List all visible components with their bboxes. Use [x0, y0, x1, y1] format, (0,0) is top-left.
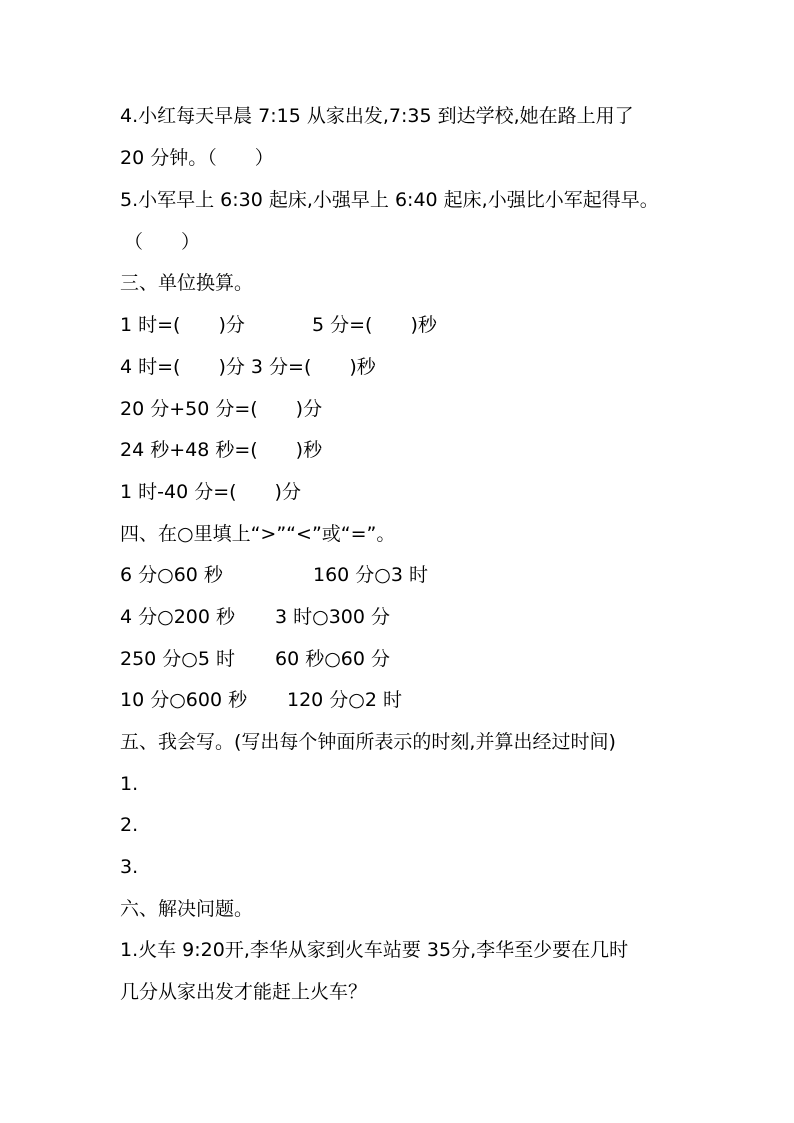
clock-item-3: 3.: [120, 856, 139, 878]
compare-item: 160 分○3 时: [313, 564, 429, 586]
question-4-line-2: 20 分钟。（ ）: [120, 147, 274, 169]
conversion-item: 5 分=( )秒: [312, 314, 437, 336]
conversion-item: 1 时=( )分: [120, 314, 245, 336]
compare-item: 6 分○60 秒: [120, 564, 223, 586]
compare-item: 3 时○300 分: [275, 606, 391, 628]
unit-conversion-row-5: 1 时-40 分=( )分: [120, 481, 301, 503]
compare-row-3: [120, 644, 720, 674]
problem-1-line-2: 几分从家出发才能赶上火车？: [120, 981, 368, 1003]
question-5-line-1: 5.小军早上 6:30 起床,小强早上 6:40 起床,小强比小军起得早。: [120, 189, 659, 211]
problem-1-line-1: 1.火车 9:20开,李华从家到火车站要 35分,李华至少要在几时: [120, 939, 629, 961]
section-6-heading: 六、解决问题。: [120, 898, 254, 920]
compare-item: 250 分○5 时: [120, 648, 236, 670]
compare-row-2: [120, 602, 720, 632]
section-3-heading: 三、单位换算。: [120, 272, 254, 294]
compare-row-4: [120, 685, 720, 715]
compare-row-1: [120, 560, 720, 590]
clock-item-1: 1.: [120, 773, 139, 795]
question-4-line-1: 4.小红每天早晨 7:15 从家出发,7:35 到达学校,她在路上用了: [120, 105, 634, 127]
section-4-heading: 四、在○里填上“>”“<”或“=”。: [120, 523, 396, 545]
compare-item: 120 分○2 时: [287, 689, 403, 711]
unit-conversion-row-4: 24 秒+48 秒=( )秒: [120, 439, 323, 461]
compare-item: 10 分○600 秒: [120, 689, 248, 711]
unit-conversion-row-3: 20 分+50 分=( )分: [120, 398, 323, 420]
compare-item: 60 秒○60 分: [275, 648, 391, 670]
unit-conversion-row-1: [120, 310, 720, 340]
unit-conversion-row-2: 4 时=( )分 3 分=( )秒: [120, 356, 376, 378]
question-5-line-2: （ ）: [124, 231, 201, 253]
clock-item-2: 2.: [120, 814, 139, 836]
section-5-heading: 五、我会写。(写出每个钟面所表示的时刻,并算出经过时间): [120, 731, 616, 753]
compare-item: 4 分○200 秒: [120, 606, 236, 628]
